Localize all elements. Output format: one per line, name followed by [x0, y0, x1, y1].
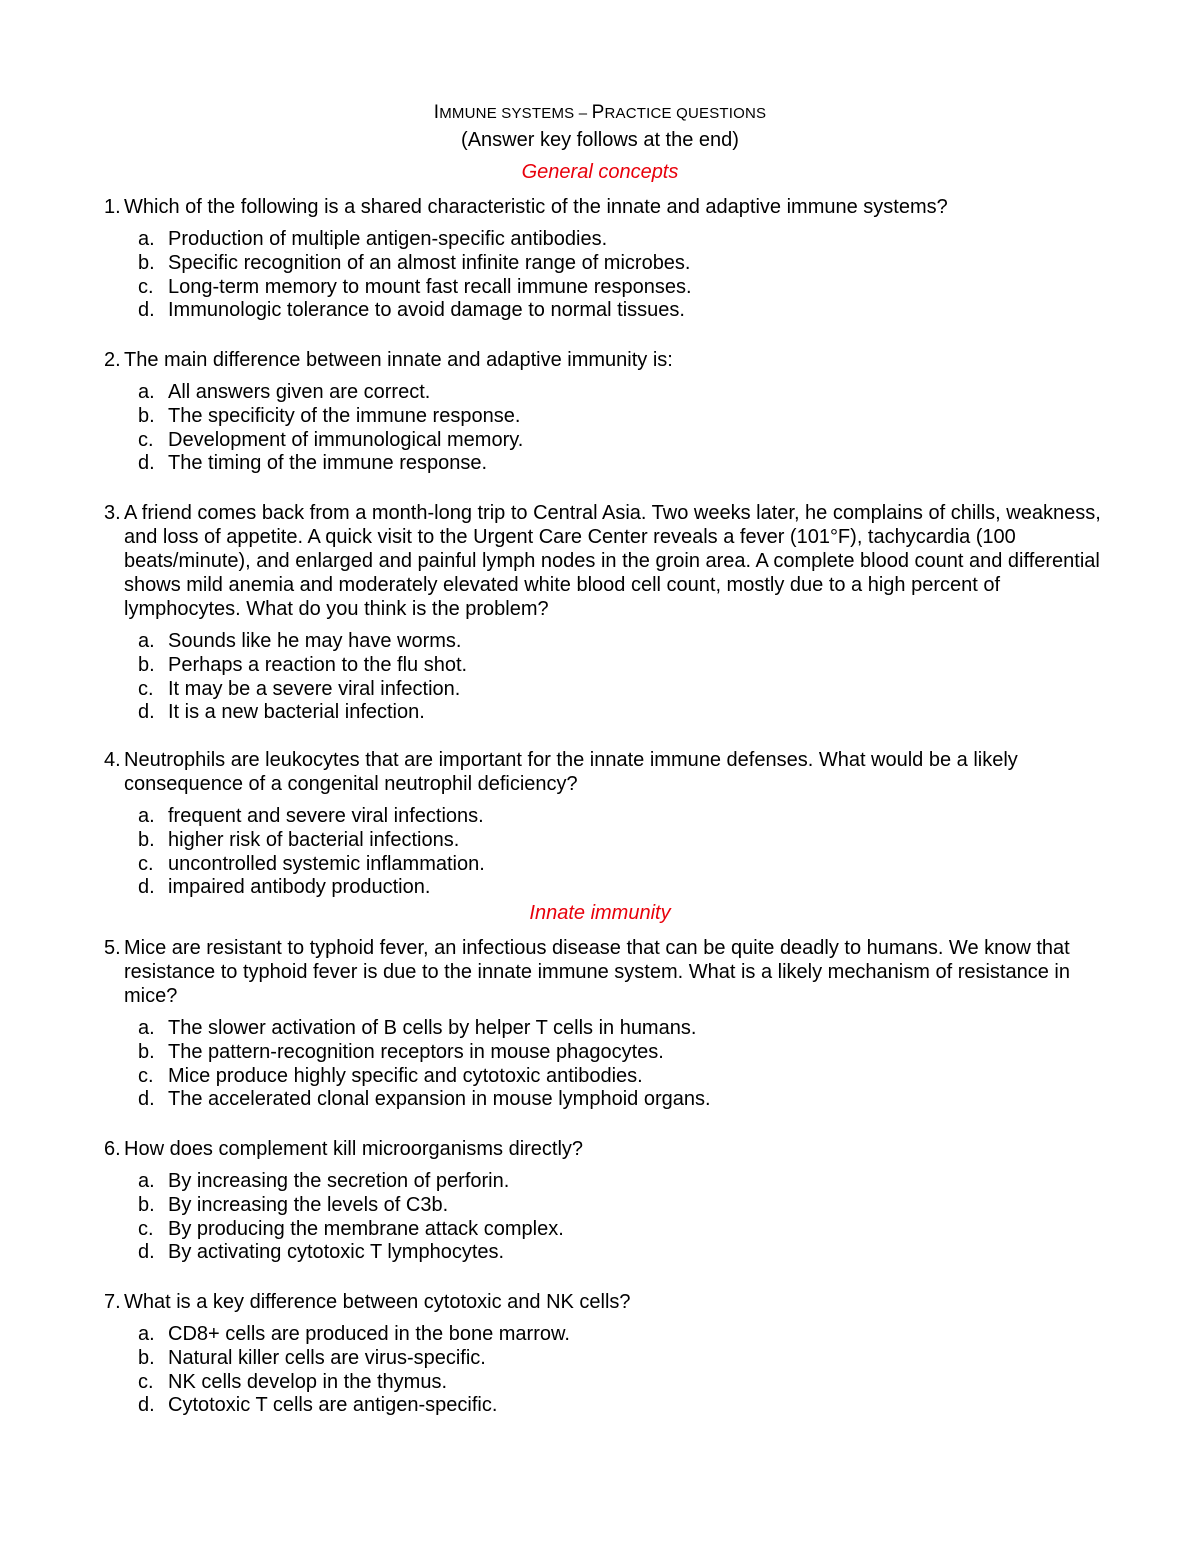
answer-option-c: [104, 678, 1104, 702]
question-number: 1.: [104, 196, 121, 218]
option-text: Development of immunological memory.: [168, 428, 524, 451]
answer-option-d: [104, 452, 1104, 476]
answer-option-c: [104, 853, 1104, 877]
option-text: The pattern-recognition receptors in mouse phagocytes.: [168, 1040, 664, 1063]
answer-option-c: [104, 1065, 1104, 1089]
answer-option-a: [104, 1017, 1104, 1041]
option-letter: d.: [138, 1241, 155, 1264]
answer-option-a: [104, 228, 1104, 252]
option-letter: c.: [138, 677, 154, 700]
answer-option-b: [104, 405, 1104, 429]
answer-option-b: [104, 1347, 1104, 1371]
option-text: higher risk of bacterial infections.: [168, 828, 460, 851]
answer-option-b: [104, 1041, 1104, 1065]
option-letter: d.: [138, 299, 155, 322]
title-smallcaps: MMUNE SYSTEMS –: [439, 105, 592, 122]
answer-options: [104, 381, 1104, 476]
question-text: Neutrophils are leukocytes that are important for the innate immune defenses. What would be a likely consequence of a congenital neutrophil deficiency?: [124, 749, 1018, 795]
answer-option-d: [104, 701, 1104, 725]
answer-option-d: [104, 1241, 1104, 1265]
question-number: 5.: [104, 937, 121, 959]
answer-option-d: [104, 1394, 1104, 1418]
option-letter: c.: [138, 1217, 154, 1240]
option-letter: b.: [138, 828, 155, 851]
answer-option-b: [104, 1194, 1104, 1218]
answer-option-c: [104, 1371, 1104, 1395]
option-letter: b.: [138, 653, 155, 676]
option-letter: c.: [138, 852, 154, 875]
option-text: By increasing the secretion of perforin.: [168, 1170, 510, 1192]
question-stem: [104, 748, 1104, 796]
question-text: How does complement kill microorganisms directly?: [124, 1138, 584, 1160]
document-header: [0, 100, 1200, 153]
option-letter: d.: [138, 452, 155, 475]
answer-option-a: [104, 381, 1104, 405]
option-text: CD8+ cells are produced in the bone marrow.: [168, 1323, 570, 1345]
answer-option-c: [104, 1218, 1104, 1242]
answer-option-d: [104, 876, 1104, 900]
option-letter: b.: [138, 1193, 155, 1216]
question-number: 4.: [104, 749, 121, 771]
question-stem: [104, 1290, 1104, 1314]
question-stem: [104, 348, 1104, 372]
option-text: frequent and severe viral infections.: [168, 805, 484, 827]
option-text: The accelerated clonal expansion in mouse lymphoid organs.: [168, 1088, 711, 1111]
answer-options: [104, 630, 1104, 725]
answer-option-a: [104, 805, 1104, 829]
option-text: Immunologic tolerance to avoid damage to normal tissues.: [168, 299, 685, 322]
option-text: It may be a severe viral infection.: [168, 677, 461, 700]
option-text: The timing of the immune response.: [168, 452, 488, 475]
answer-option-d: [104, 1088, 1104, 1112]
option-text: Sounds like he may have worms.: [168, 630, 462, 652]
answer-option-b: [104, 252, 1104, 276]
answer-options: [104, 1170, 1104, 1265]
section-title-general-concepts: General concepts: [521, 161, 679, 183]
option-letter: a.: [138, 1170, 155, 1192]
answer-option-d: [104, 299, 1104, 323]
question-text: Mice are resistant to typhoid fever, an infectious disease that can be quite deadly to humans. We know that resistance to typhoid fever is due to the innate immune system. What is a likely mechanism of resistance in mice?: [124, 937, 1070, 1007]
option-text: uncontrolled systemic inflammation.: [168, 852, 485, 875]
answer-option-c: [104, 429, 1104, 453]
option-letter: b.: [138, 1346, 155, 1369]
answer-option-b: [104, 829, 1104, 853]
option-text: Production of multiple antigen-specific antibodies.: [168, 228, 608, 250]
question-number: 7.: [104, 1291, 121, 1313]
option-letter: d.: [138, 1394, 155, 1417]
question-stem: [104, 195, 1104, 219]
option-letter: c.: [138, 1370, 154, 1393]
question-stem: [104, 936, 1104, 1008]
option-letter: c.: [138, 1064, 154, 1087]
option-text: Specific recognition of an almost infinite range of microbes.: [168, 251, 691, 274]
question-4: [104, 748, 1104, 900]
option-letter: a.: [138, 805, 155, 827]
question-text: Which of the following is a shared characteristic of the innate and adaptive immune systems?: [124, 196, 948, 218]
page-subtitle: (Answer key follows at the end): [461, 129, 739, 151]
question-5: [104, 936, 1104, 1112]
option-text: Perhaps a reaction to the flu shot.: [168, 653, 468, 676]
answer-options: [104, 1323, 1104, 1418]
option-letter: a.: [138, 630, 155, 652]
option-text: Mice produce highly specific and cytotoxic antibodies.: [168, 1064, 643, 1087]
option-text: It is a new bacterial infection.: [168, 701, 425, 724]
answer-options: [104, 1017, 1104, 1112]
question-number: 6.: [104, 1138, 121, 1160]
question-text: What is a key difference between cytotoxic and NK cells?: [124, 1291, 631, 1313]
question-1: [104, 195, 1104, 323]
answer-option-a: [104, 1323, 1104, 1347]
question-7: [104, 1290, 1104, 1418]
question-number: 2.: [104, 349, 121, 371]
option-text: Cytotoxic T cells are antigen-specific.: [168, 1394, 498, 1417]
option-text: Natural killer cells are virus-specific.: [168, 1346, 486, 1369]
option-text: By increasing the levels of C3b.: [168, 1193, 449, 1216]
option-letter: a.: [138, 1323, 155, 1345]
question-6: [104, 1137, 1104, 1265]
option-text: Long-term memory to mount fast recall immune responses.: [168, 275, 692, 298]
option-text: The slower activation of B cells by helper T cells in humans.: [168, 1017, 697, 1039]
option-letter: c.: [138, 428, 154, 451]
option-text: The specificity of the immune response.: [168, 404, 521, 427]
option-text: By activating cytotoxic T lymphocytes.: [168, 1241, 505, 1264]
option-text: NK cells develop in the thymus.: [168, 1370, 448, 1393]
option-letter: b.: [138, 1040, 155, 1063]
title-smallcaps: RACTICE QUESTIONS: [604, 105, 767, 122]
option-letter: d.: [138, 1088, 155, 1111]
option-letter: c.: [138, 275, 154, 298]
option-letter: a.: [138, 381, 155, 403]
question-stem: [104, 1137, 1104, 1161]
option-letter: d.: [138, 701, 155, 724]
question-number: 3.: [104, 502, 121, 524]
question-text: The main difference between innate and adaptive immunity is:: [124, 349, 673, 371]
option-text: All answers given are correct.: [168, 381, 431, 403]
page-title: [0, 100, 1200, 127]
section-title-innate-immunity: Innate immunity: [529, 902, 671, 924]
question-stem: [104, 501, 1104, 621]
option-text: impaired antibody production.: [168, 876, 431, 899]
option-letter: b.: [138, 404, 155, 427]
option-letter: d.: [138, 876, 155, 899]
answer-option-b: [104, 654, 1104, 678]
title-initial: P: [591, 102, 605, 123]
title-initial: I: [433, 102, 440, 123]
option-text: By producing the membrane attack complex.: [168, 1217, 564, 1240]
answer-options: [104, 228, 1104, 323]
answer-option-a: [104, 1170, 1104, 1194]
answer-option-a: [104, 630, 1104, 654]
option-letter: a.: [138, 1017, 155, 1039]
question-2: [104, 348, 1104, 476]
question-3: [104, 501, 1104, 725]
answer-options: [104, 805, 1104, 900]
answer-option-c: [104, 276, 1104, 300]
question-text: A friend comes back from a month-long trip to Central Asia. Two weeks later, he complains of chills, weakness, and loss of appetite. A quick visit to the Urgent Care Center reveals a fever (101°F), tachycardia (100 beats/minute), and enlarged and painful lymph nodes in the groin area. A complete blood count and differential shows mild anemia and moderately elevated white blood cell count, mostly due to a high percent of lymphocytes. What do you think is the problem?: [124, 502, 1101, 620]
option-letter: a.: [138, 228, 155, 250]
option-letter: b.: [138, 251, 155, 274]
